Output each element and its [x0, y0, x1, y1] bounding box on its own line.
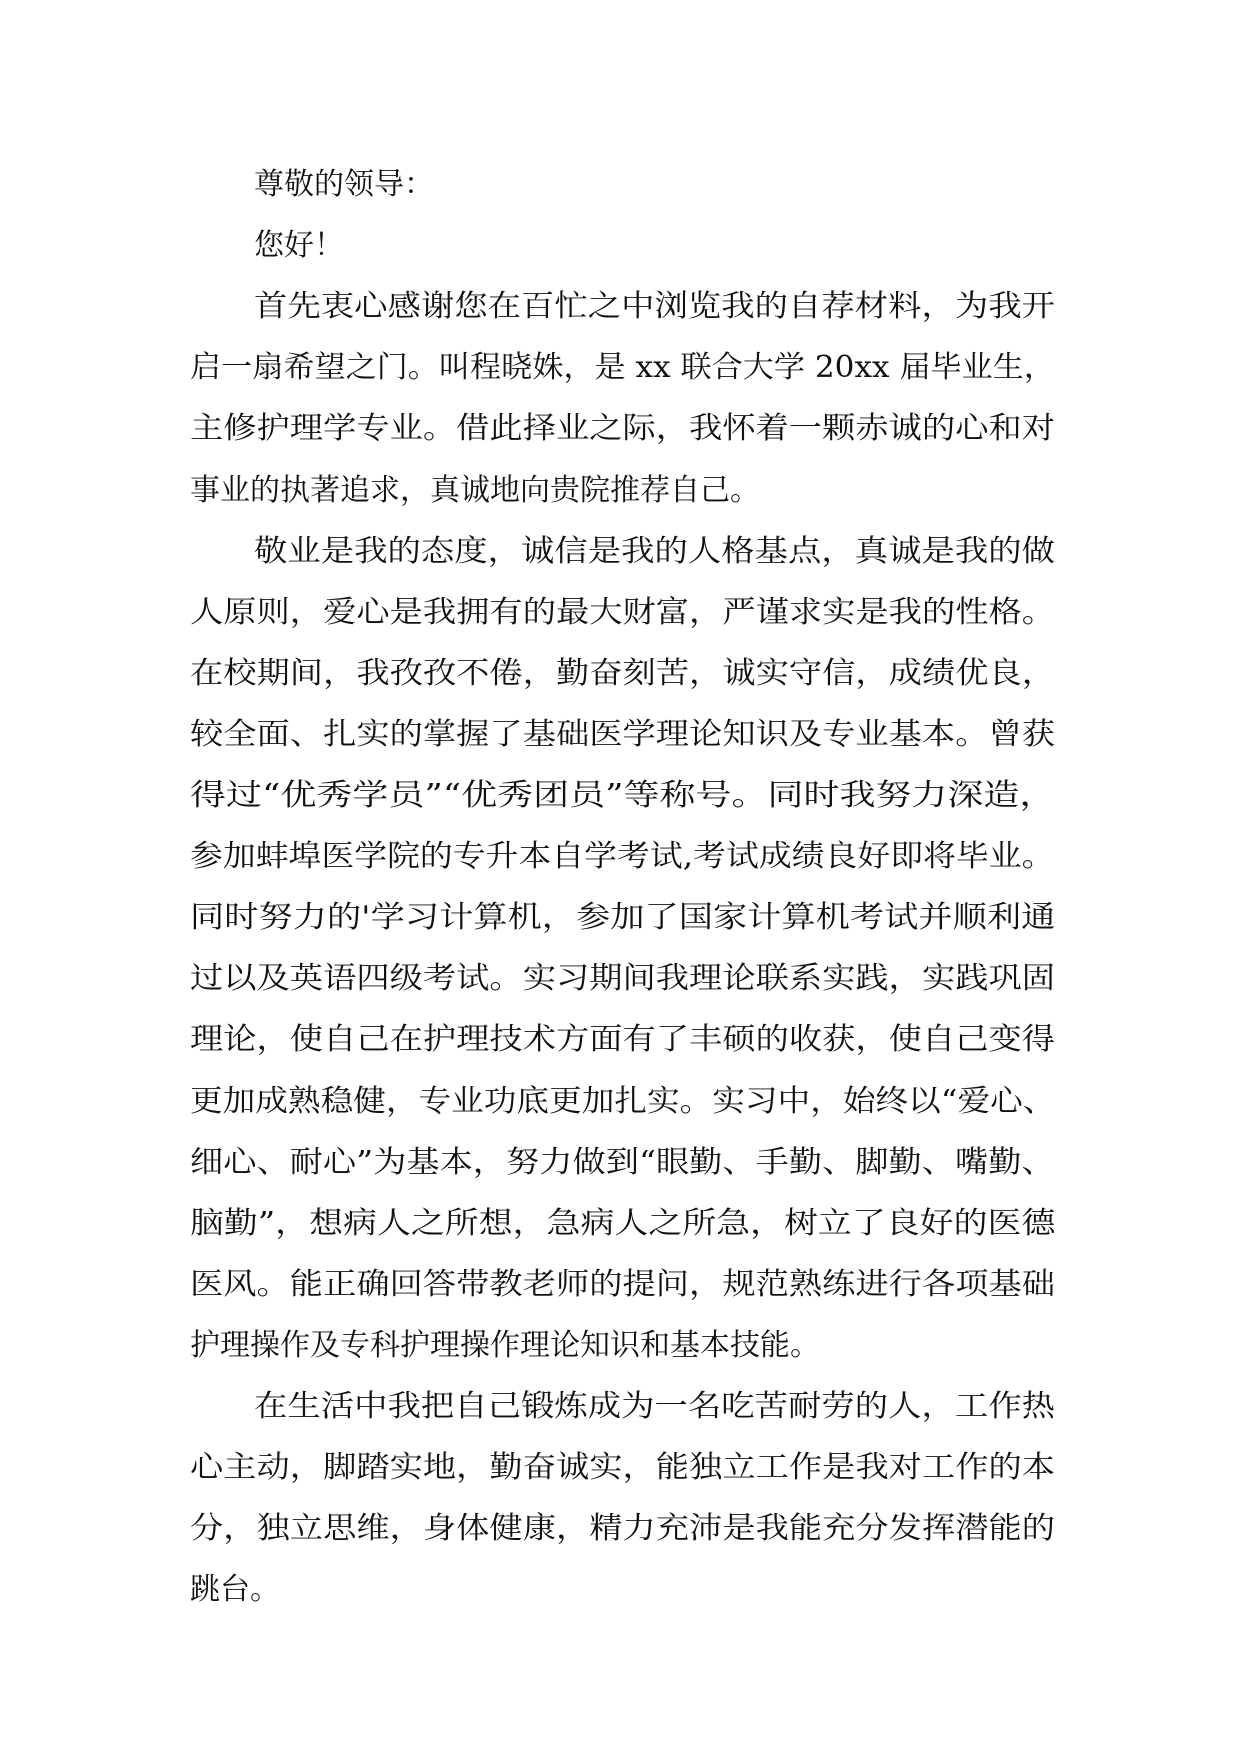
paragraph-2-line: 医风。能正确回答带教老师的提问，规范熟练进行各项基础 [190, 1266, 1056, 1302]
paragraph-1-line: 首先衷心感谢您在百忙之中浏览我的自荐材料，为我开 [254, 289, 1055, 325]
paragraph-3-line: 分，独立思维，身体健康，精力充沛是我能充分发挥潜能的 [190, 1511, 1056, 1547]
paragraph-3-line: 在生活中我把自己锻炼成为一名吃苦耐劳的人，工作热 [254, 1389, 1055, 1424]
paragraph-2-line: 在校期间，我孜孜不倦，勤奋刻苦，诚实守信，成绩优良， [190, 655, 1056, 691]
paragraph-2-line: 护理操作及专科护理操作理论知识和基本技能。 [190, 1327, 820, 1363]
salutation: 尊敬的领导： [254, 167, 434, 202]
paragraph-3-line: 跳台。 [190, 1572, 280, 1608]
paragraph-2-line: 更加成熟稳健，专业功底更加扎实。实习中，始终以“爱心、 [190, 1083, 1056, 1119]
paragraph-2-line: 较全面、扎实的掌握了基础医学理论知识及专业基本。曾获 [190, 716, 1056, 752]
paragraph-2-line: 参加蚌埠医学院的专升本自学考试,考试成绩良好即将毕业。 [190, 839, 1055, 875]
paragraph-2-line: 得过“优秀学员”“优秀团员”等称号。同时我努力深造， [190, 778, 1056, 813]
paragraph-2-line: 理论，使自己在护理技术方面有了丰硕的收获，使自己变得 [190, 1022, 1056, 1058]
greeting: 您好！ [254, 228, 344, 264]
paragraph-1-line: 启一扇希望之门。叫程晓姝，是 xx 联合大学 20xx 届毕业生， [190, 350, 1056, 386]
paragraph-1-line: 事业的执著追求，真诚地向贵院推荐自己。 [190, 472, 760, 508]
paragraph-2-line: 同时努力的'学习计算机，参加了国家计算机考试并顺利通 [190, 900, 1056, 936]
paragraph-3-line: 心主动，脚踏实地，勤奋诚实，能独立工作是我对工作的本 [190, 1450, 1056, 1486]
paragraph-2-line: 敬业是我的态度，诚信是我的人格基点，真诚是我的做 [254, 533, 1055, 569]
paragraph-2-line: 过以及英语四级考试。实习期间我理论联系实践，实践巩固 [190, 961, 1056, 997]
paragraph-2-line: 细心、耐心”为基本，努力做到“眼勤、手勤、脚勤、嘴勤、 [190, 1144, 1055, 1180]
paragraph-2-line: 脑勤”，想病人之所想，急病人之所急，树立了良好的医德 [190, 1205, 1056, 1241]
paragraph-2-line: 人原则，爱心是我拥有的最大财富，严谨求实是我的性格。 [190, 594, 1056, 630]
paragraph-1-line: 主修护理学专业。借此择业之际，我怀着一颗赤诚的心和对 [190, 411, 1056, 447]
